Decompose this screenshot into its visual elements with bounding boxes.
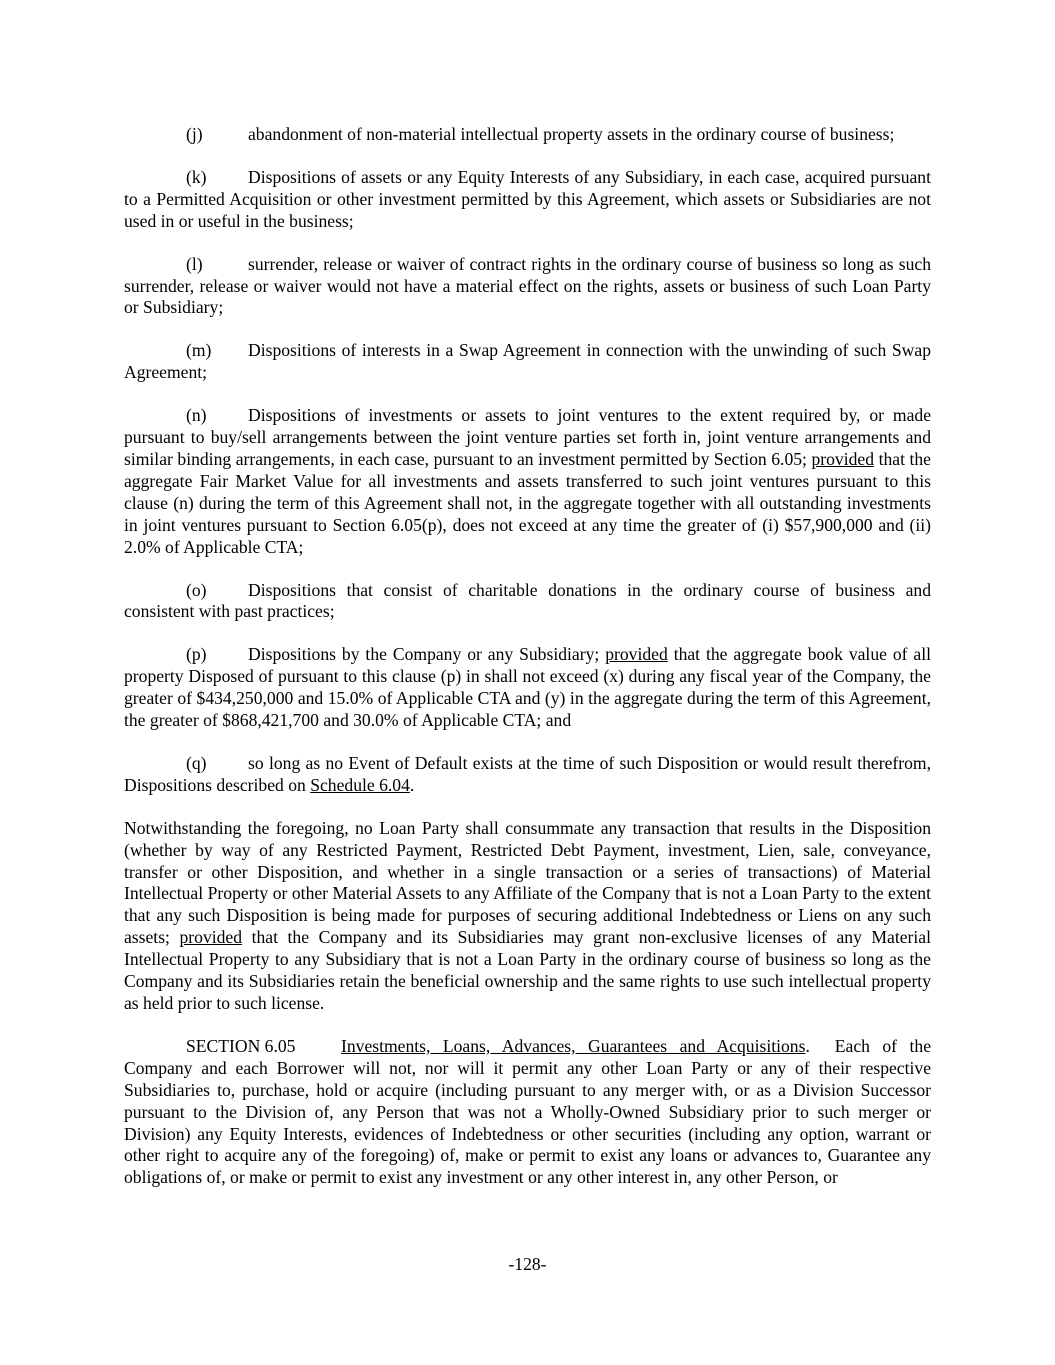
clause-label: (m) bbox=[186, 340, 212, 361]
page-number: -128- bbox=[508, 1254, 547, 1274]
clause-text: Dispositions of assets or any Equity Interests of any Subsidiary, in each case, acquired pursuant to a Permitted Acquisition or other investment permitted by this Agreement, which assets or Subsidiaries are not used in or useful in the business; bbox=[124, 166, 931, 231]
clause-label: (k) bbox=[186, 166, 207, 187]
underlined-term: provided bbox=[179, 927, 243, 948]
section-label: SECTION 6.05 bbox=[186, 1035, 296, 1056]
clause-text: Dispositions by the Company or any Subsidiary; bbox=[248, 644, 600, 665]
clause-o bbox=[124, 580, 931, 624]
clause-text: Dispositions of interests in a Swap Agreement in connection with the unwinding of such Swap Agreement; bbox=[124, 340, 931, 383]
section-title: Investments, Loans, Advances, Guarantees and Acquisitions bbox=[341, 1035, 806, 1056]
clause-n bbox=[124, 405, 931, 558]
underlined-term: provided bbox=[605, 644, 668, 665]
section-title-end: . bbox=[805, 1035, 810, 1056]
clause-p bbox=[124, 644, 931, 732]
clause-text: Dispositions of investments or assets to joint ventures to the extent required by, or made pursuant to buy/sell arrangements between the joint venture parties set forth in, joint venture arrangements and similar binding arrangements, in each case, pursuant to an investment permitted by Section 6.05; bbox=[124, 405, 931, 469]
clause-text: so long as no Event of Default exists at the time of such Disposition or would result therefrom, Dispositions described on bbox=[124, 752, 931, 795]
clause-text: Dispositions that consist of charitable donations in the ordinary course of business and consistent with past practices; bbox=[124, 579, 931, 622]
paragraph-text: Notwithstanding the foregoing, no Loan Party shall consummate any transaction that results in the Disposition (whether by way of any Restricted Payment, Restricted Debt Payment, investment, Lien, sale, conveyance, transfer or other Disposition, and whether in a single transaction or a series of transactions) of Material Intellectual Property or other Material Assets to any Affiliate of the Company that is not a Loan Party to the extent that any such Disposition is being made for purposes of securing additional Indebtedness or Liens on any such assets; bbox=[124, 817, 931, 948]
clause-text: abandonment of non-material intellectual property assets in the ordinary course of business; bbox=[248, 124, 895, 144]
underlined-term: provided bbox=[811, 448, 875, 469]
clause-text: that the aggregate Fair Market Value for all investments and assets transferred to such joint ventures pursuant to this clause (n) during the term of this Agreement shall not, in the aggregate together with all outstanding investments in joint ventures pursuant to Section 6.05(p), does not exceed at any time the greater of (i) $57,900,000 and (ii) 2.0% of Applicable CTA; bbox=[124, 448, 931, 557]
clause-j bbox=[124, 124, 931, 146]
clause-label: (j) bbox=[186, 124, 203, 144]
clause-label: (o) bbox=[186, 579, 207, 600]
clause-label: (l) bbox=[186, 253, 203, 274]
clause-text: surrender, release or waiver of contract rights in the ordinary course of business so long as such surrender, release or waiver would not have a material effect on the rights, assets or business of such Loan Party or Subsidiary; bbox=[124, 253, 931, 318]
schedule-reference: Schedule 6.04 bbox=[310, 774, 410, 795]
paragraph-text: that the Company and its Subsidiaries may grant non-exclusive licenses of any Material Intellectual Property to any Subsidiary that is not a Loan Party in the ordinary course of business so long as the Company and its Subsidiaries retain the beneficial ownership and the same rights to use such intellectual property as held prior to such license. bbox=[124, 927, 932, 1013]
notwithstanding-paragraph bbox=[124, 818, 931, 1015]
section-text: Each of the Company and each Borrower will not, nor will it permit any other Loan Party or any of their respective Subsidiaries to, purchase, hold or acquire (including pursuant to any merger with, or as a Division Successor pursuant to the Division of, any Person that was not a Wholly-Owned Subsidiary prior to such merger or Division) any Equity Interests, evidences of Indebtedness or other securities (including any option, warrant or other right to acquire any of the foregoing) of, make or permit to exist any loans or advances to, Guarantee any obligations of, or make or permit to exist any investment or any other interest in, any other Person, or bbox=[124, 1035, 931, 1188]
document-page bbox=[124, 124, 931, 1210]
clause-label: (p) bbox=[186, 644, 207, 665]
section-6-05 bbox=[124, 1036, 931, 1189]
clause-l bbox=[124, 254, 931, 320]
clause-text: that the aggregate book value of all property Disposed of pursuant to this clause (p) in shall not exceed (x) during any fiscal year of the Company, the greater of $434,250,000 and 15.0% of Applicable CTA and (y) in the aggregate during the term of this Agreement, the greater of $868,421,700 and 30.0% of Applicable CTA; and bbox=[124, 644, 932, 731]
clause-q bbox=[124, 753, 931, 797]
clause-text: . bbox=[409, 774, 415, 795]
clause-m bbox=[124, 340, 931, 384]
clause-label: (n) bbox=[186, 405, 207, 426]
clause-label: (q) bbox=[186, 752, 207, 773]
clause-k bbox=[124, 167, 931, 233]
